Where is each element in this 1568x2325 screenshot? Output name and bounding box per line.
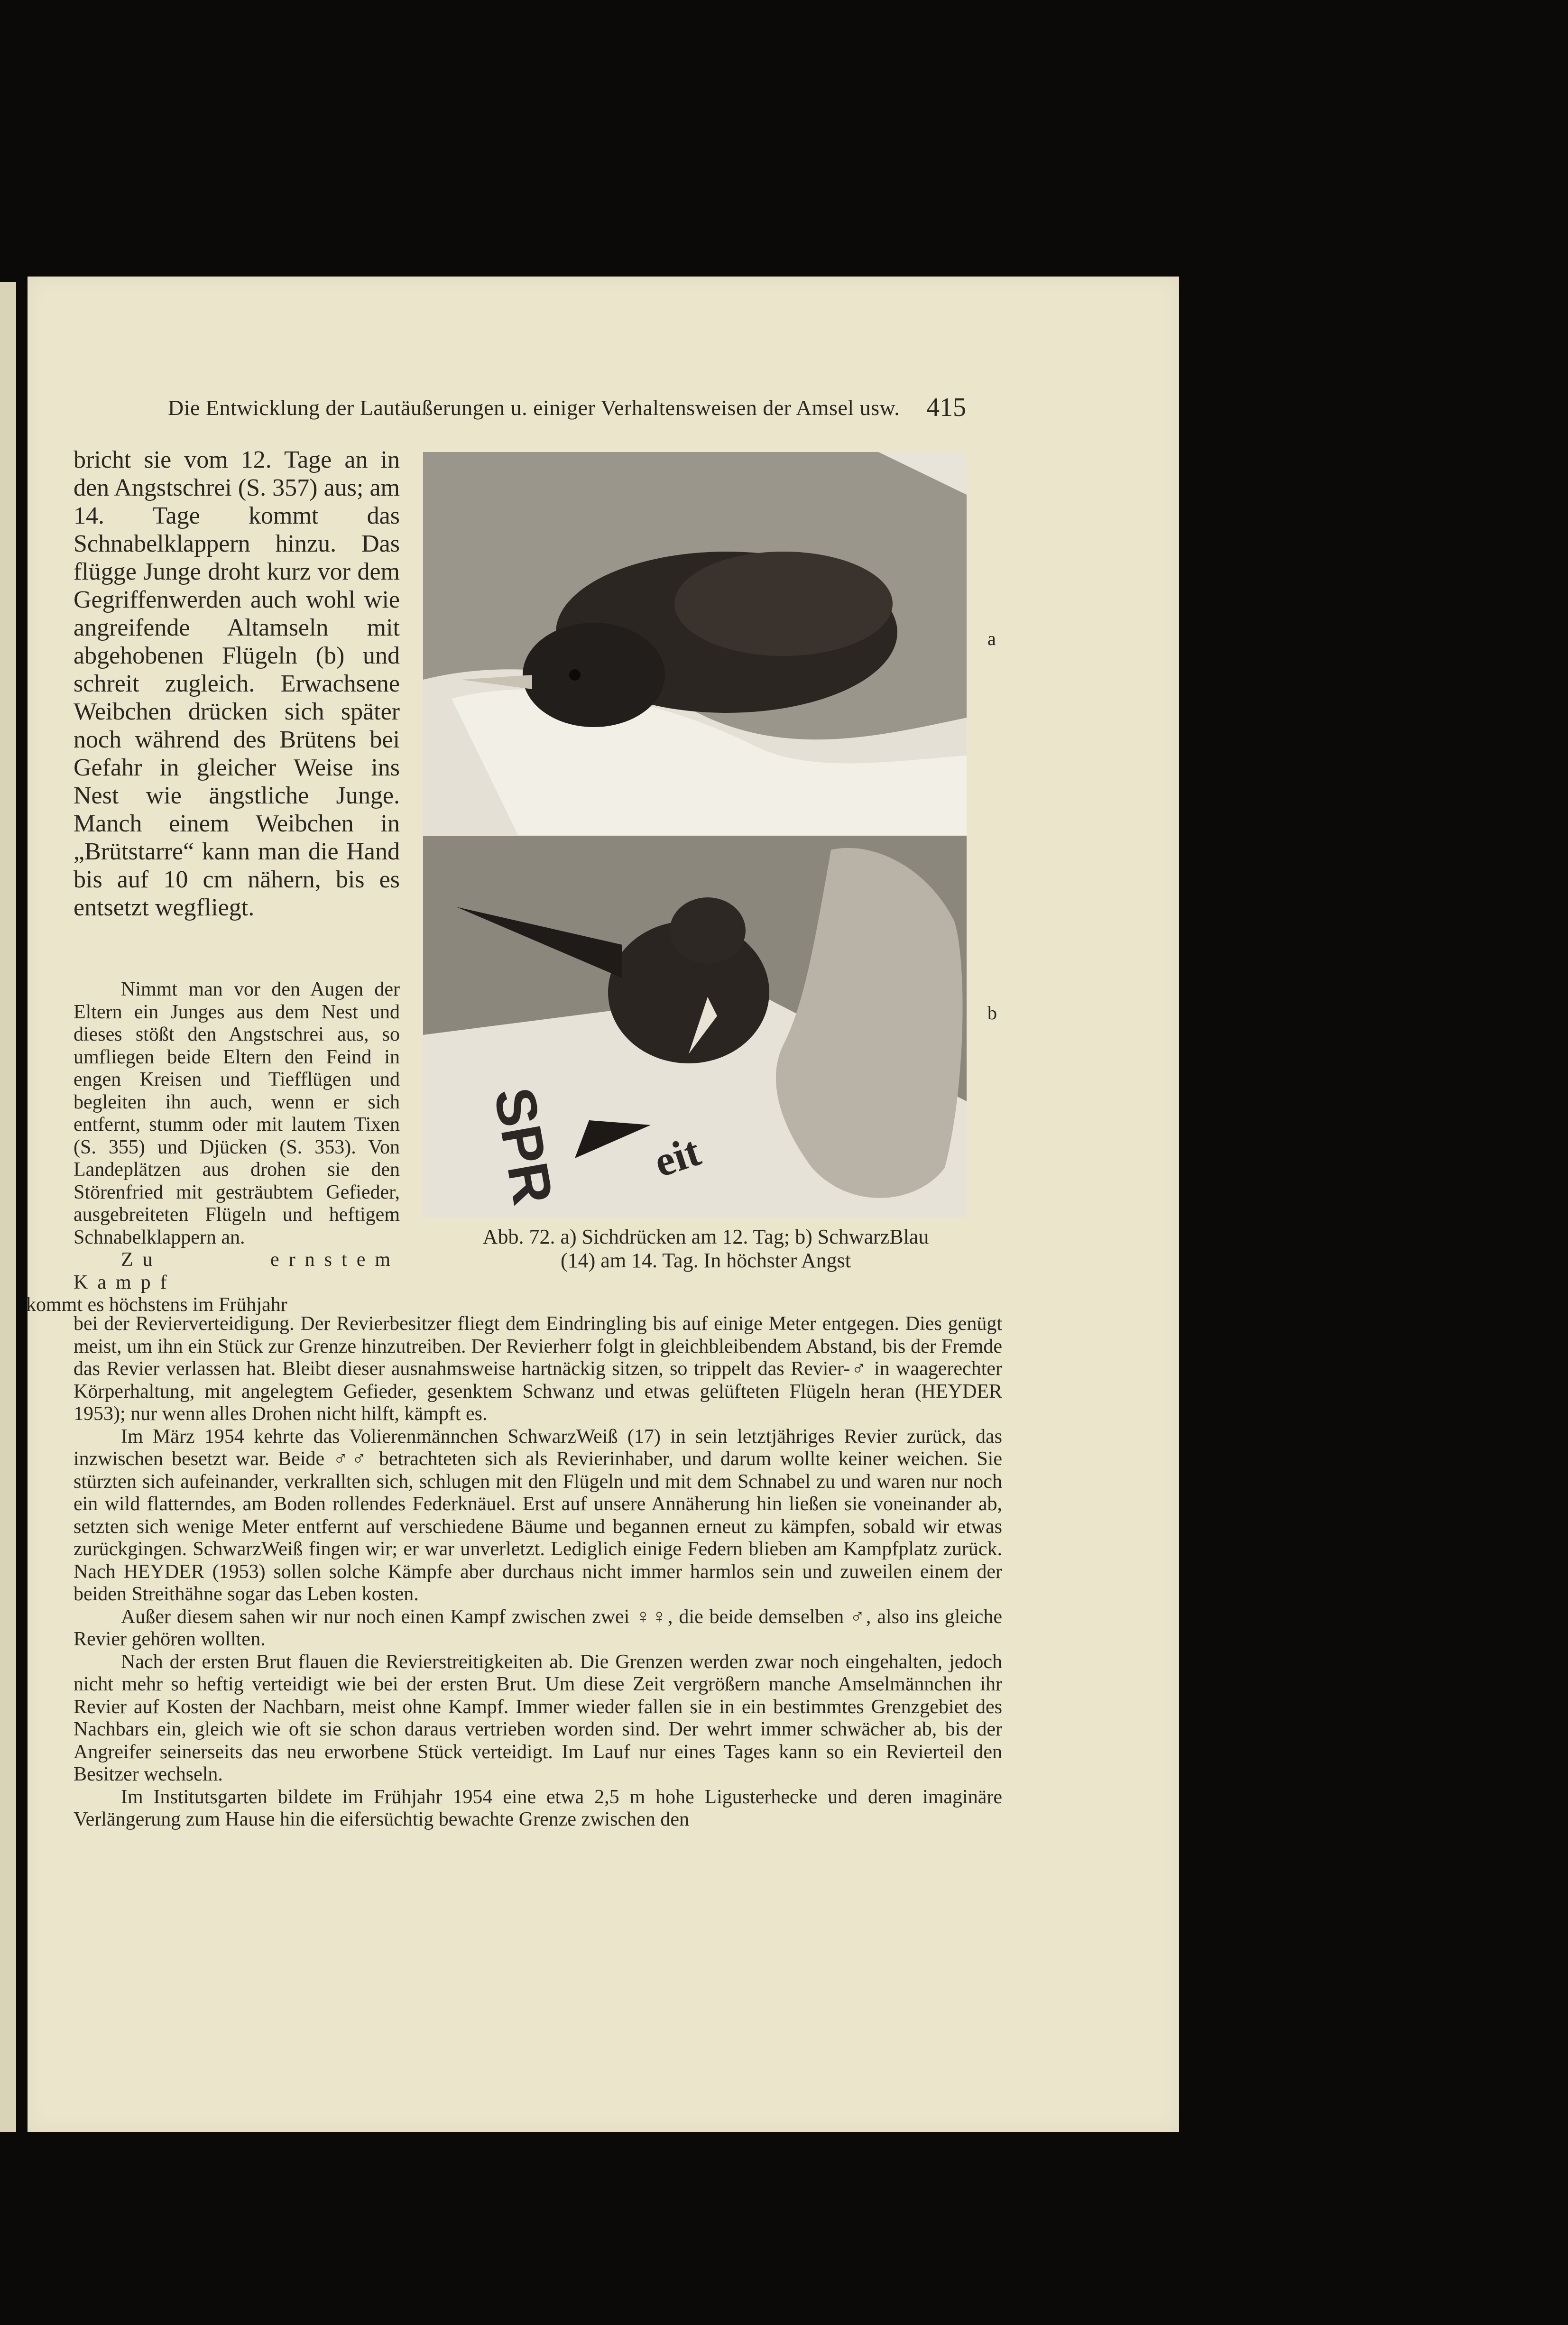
paragraph-5: Außer diesem sahen wir nur noch einen Kampf zwischen zwei ♀♀, die beide demselben ♂, also ins gleiche Revier gehören wollten.: [74, 1605, 1002, 1650]
photo-a-illustration: [423, 452, 967, 835]
adjacent-page-edge: [0, 282, 16, 2132]
paragraph-2: Nimmt man vor den Augen der Eltern ein Junges aus dem Nest und dieses stößt den Angstschrei aus, so umfliegen beide Eltern den Feind in engen Kreisen und Tiefflügen und begleiten ihn auch, wenn er sich entfernt, stumm oder mit lautem Tixen (S. 355) und Djücken (S. 353). Von Landeplätzen aus drohen sie den Störenfried mit gesträubtem Gefieder, ausgebreiteten Flügeln und heftigem Schnabelklappern an.: [74, 978, 400, 1248]
spaced-emphasis: Zu ernstem Kampf: [74, 1249, 400, 1293]
figure-72: [423, 452, 997, 1218]
left-column-small: [26, 978, 400, 1317]
paragraph-4: Im März 1954 kehrte das Volierenmännchen SchwarzWeiß (17) in sein letztjähriges Revier zurück, das inzwischen besetzt war. Beide ♂♂ betrachteten sich als Revierinhaber, und darum wollte keiner weichen. Sie stürzten sich aufeinander, verkrallten sich, schlugen mit den Flügeln und mit dem Schnabel zu und waren nur noch ein wild flatterndes, am Boden rollendes Federknäuel. Erst auf unsere Annäherung hin ließen sie voneinander ab, setzten sich wenige Meter entfernt auf verschiedene Bäume und begannen erneut zu kämpfen, sobald wir etwas zurückgingen. SchwarzWeiß fingen wir; er war unverletzt. Lediglich einige Federn blieben am Kampfplatz zurück. Nach HEYDER (1953) sollen solche Kämpfe aber durchaus nicht immer harmlos sein und zuweilen einem der beiden Streithähne sogar das Leben kosten.: [74, 1425, 1002, 1605]
photo-a-blackbird-crouching: [423, 452, 996, 835]
paragraph-1: bricht sie vom 12. Tage an in den Angstschrei (S. 357) aus; am 14. Tage kommt das Schnabelklappern hinzu. Das flügge Junge droht kurz vor dem Gegriffenwerden auch wohl wie angreifende Altamseln mit abgehobenen Flügeln (b) und schreit zugleich. Erwachsene Weibchen drücken sich später noch während des Brütens bei Gefahr in gleicher Weise ins Nest wie ängstliche Junge. Manch einem Weibchen in „Brütstarre“ kann man die Hand bis auf 10 cm nähern, bis es entsetzt wegfliegt.: [74, 446, 400, 921]
full-width-text: [74, 1313, 1002, 1831]
page-number: 415: [926, 393, 966, 422]
paragraph-3-rest: bei der Revierverteidigung. Der Revierbesitzer fliegt dem Eindringling bis auf einige Meter entgegen. Dies genügt meist, um ihn ein Stück zur Grenze hinzutreiben. Der Revierherr folgt in gleichbleibendem Abstand, bis der Fremde das Revier verlassen hat. Bleibt dieser ausnahmsweise hartnäckig sitzen, so trippelt das Revier-♂ in waagerechter Körperhaltung, mit angelegtem Gefieder, gesenktem Schwanz und etwas gelüfteten Flügeln heran (HEYDER 1953); nur wenn alles Drohen nicht hilft, kämpft es.: [74, 1313, 1002, 1425]
running-title: Die Entwicklung der Lautäußerungen u. einiger Verhaltensweisen der Amsel usw.: [168, 396, 900, 420]
figure-label-a: a: [987, 628, 996, 649]
paragraph-6: Nach der ersten Brut flauen die Revierstreitigkeiten ab. Die Grenzen werden zwar noch eingehalten, jedoch nicht mehr so heftig verteidigt wie bei der ersten Brut. Um diese Zeit vergrößern manche Amselmännchen ihr Revier auf Kosten der Nachbarn, meist ohne Kampf. Immer wieder fallen sie in ein bestimmtes Grenzgebiet des Nachbars ein, gleich wie oft sie schon daraus vertrieben worden sind. Der wehrt immer schwächer ab, bis der Angreifer seinerseits das neu erworbene Stück verteidigt. Im Lauf nur eines Tages kann so ein Revierteil den Besitzer wechseln.: [74, 1651, 1002, 1785]
svg-text:eit: eit: [648, 1127, 706, 1187]
left-column-large: [74, 446, 400, 922]
figure-caption: [442, 1225, 969, 1273]
figure-label-b: b: [987, 1002, 997, 1024]
photo-b-blackbird-threatening: [423, 836, 997, 1218]
paragraph-7: Im Institutsgarten bildete im Frühjahr 1954 eine etwa 2,5 m hohe Ligusterhecke und deren imaginäre Verlängerung zum Hause hin die eifersüchtig bewachte Grenze zwischen den: [74, 1786, 1002, 1830]
caption-line-1: Abb. 72. a) Sichdrücken am 12. Tag; b) SchwarzBlau: [482, 1225, 929, 1248]
paragraph-3-line2: kommt es höchstens im Frühjahr: [26, 1294, 287, 1316]
book-page: [28, 277, 1179, 2132]
photo-b-illustration: [423, 836, 967, 1218]
caption-line-2: (14) am 14. Tag. In höchster Angst: [560, 1249, 851, 1272]
paragraph-3-start: [26, 1249, 400, 1317]
svg-text:SPR: SPR: [482, 1083, 565, 1209]
